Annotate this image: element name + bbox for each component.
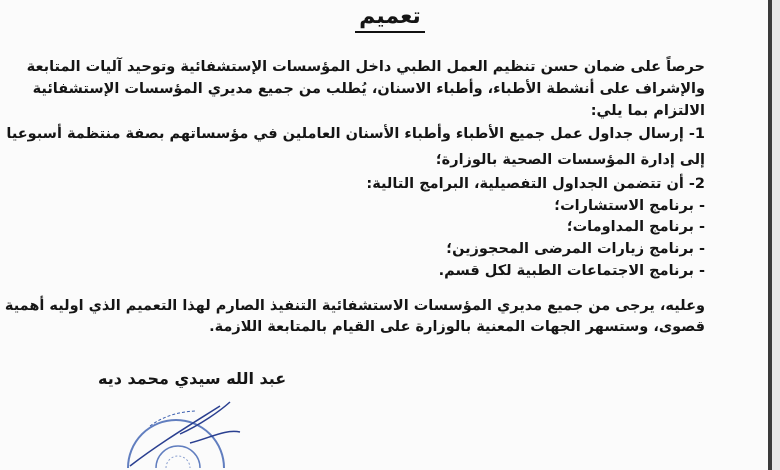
- program-1: - برنامج الاستشارات؛: [554, 198, 705, 214]
- item-1-line-2: إلى إدارة المؤسسات الصحية بالوزارة؛: [435, 152, 705, 168]
- page-border: [768, 0, 772, 470]
- stamp-signature-icon: [120, 398, 260, 468]
- closing-line-1: وعليه، يرجى من جميع مديري المؤسسات الاستشفائية التنفيذ الصارم لهذا التعميم الذي اوليه أهمية: [4, 298, 705, 314]
- title-text: تعميم: [355, 4, 425, 33]
- program-3: - برنامج زيارات المرضى المحجوزين؛: [446, 241, 705, 257]
- document-title: [0, 2, 780, 32]
- item-1-line-1: 1- إرسال جداول عمل جميع الأطباء وأطباء الأسنان العاملين في مؤسساتهم بصفة منتظمة أسبوعيا: [6, 126, 705, 142]
- closing-line-2: قصوى، وستسهر الجهات المعنية بالوزارة على القيام بالمتابعة اللازمة.: [209, 319, 705, 335]
- official-stamp: [120, 398, 260, 468]
- program-4: - برنامج الاجتماعات الطبية لكل قسم.: [438, 263, 705, 279]
- page-edge: [772, 0, 780, 470]
- intro-line-1: حرصاً على ضمان حسن تنظيم العمل الطبي داخل المؤسسات الإستشفائية وتوحيد آليات المتابعة: [26, 59, 705, 75]
- intro-line-2: والإشراف على أنشطة الأطباء، وأطباء الاسنان، يُطلب من جميع مديري المؤسسات الإستشفائية: [32, 81, 705, 97]
- item-2: 2- أن تتضمن الجداول التفصيلية، البرامج التالية:: [366, 176, 705, 192]
- program-2: - برنامج المداومات؛: [566, 219, 705, 235]
- signature-name: عبد الله سيدي محمد ديه: [98, 369, 287, 388]
- intro-line-3: الالتزام بما يلي:: [590, 103, 705, 119]
